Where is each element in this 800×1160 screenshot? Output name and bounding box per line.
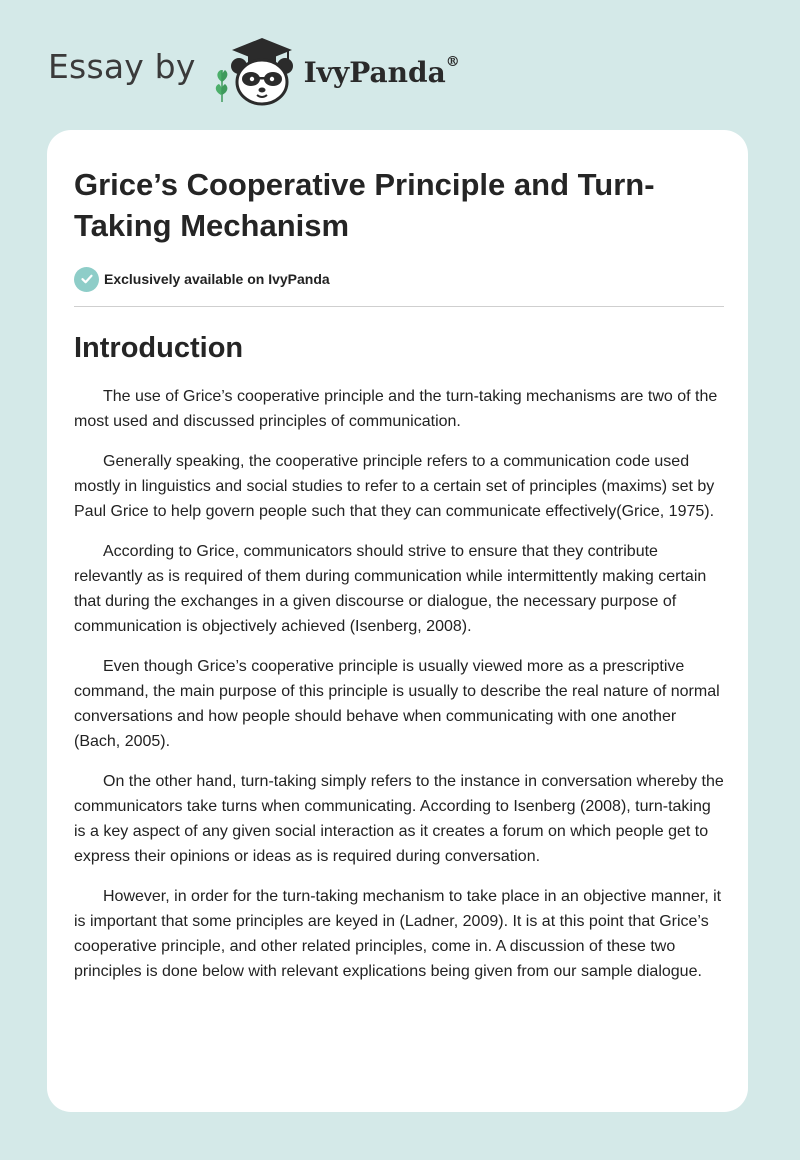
site-header: [48, 30, 460, 110]
essay-content: [74, 164, 724, 999]
check-circle-icon: [74, 267, 99, 292]
badge-text: Exclusively available on IvyPanda: [104, 271, 330, 287]
paragraph: Even though Grice’s cooperative principle is usually viewed more as a prescriptive command, the main purpose of this principle is usually to describe the real nature of normal conversations and how people should behave when communicating with one another (Bach, 2005).: [74, 658, 720, 750]
essay-body: [74, 384, 724, 984]
essay-title: Grice’s Cooperative Principle and Turn-Taking Mechanism: [74, 167, 655, 243]
brand-name: IvyPanda®: [303, 53, 460, 89]
paragraph: On the other hand, turn-taking simply refers to the instance in conversation whereby the communicators take turns when communicating. According to Isenberg (2008), turn-taking is a key aspect of any given social interaction as it creates a forum on which people get to express their opinions or ideas as is required during conversation.: [74, 773, 724, 865]
section-heading: Introduction: [74, 332, 244, 364]
registered-mark: ®: [445, 53, 460, 70]
paragraph: According to Grice, communicators should strive to ensure that they contribute relevantly as is required of them during communication while intermittently making certain that during the exchanges in a given discourse or dialogue, the necessary purpose of communication is objectively achieved (Isenberg, 2008).: [74, 543, 707, 635]
ivy-leaf-icon: [215, 70, 227, 102]
panda-graduate-icon: [212, 32, 298, 108]
exclusive-badge: [74, 266, 724, 292]
ivypanda-logo[interactable]: [212, 32, 460, 108]
divider: [74, 306, 724, 307]
paragraph: Generally speaking, the cooperative principle refers to a communication code used mostly in linguistics and social studies to refer to a certain set of principles (maxims) set by Paul Grice to help govern people such that they can communicate effectively(Grice, 1975).: [74, 453, 715, 520]
paragraph: However, in order for the turn-taking mechanism to take place in an objective manner, it is important that some principles are keyed in (Ladner, 2009). It is at this point that Grice’s cooperative principle, and other related principles, come in. A discussion of these two principles is done below with relevant explications being given from our sample dialogue.: [74, 888, 722, 980]
essay-card: [47, 130, 748, 1112]
essay-by-label: Essay by: [48, 46, 196, 86]
paragraph: The use of Grice’s cooperative principle and the turn-taking mechanisms are two of the most used and discussed principles of communication.: [74, 388, 718, 430]
